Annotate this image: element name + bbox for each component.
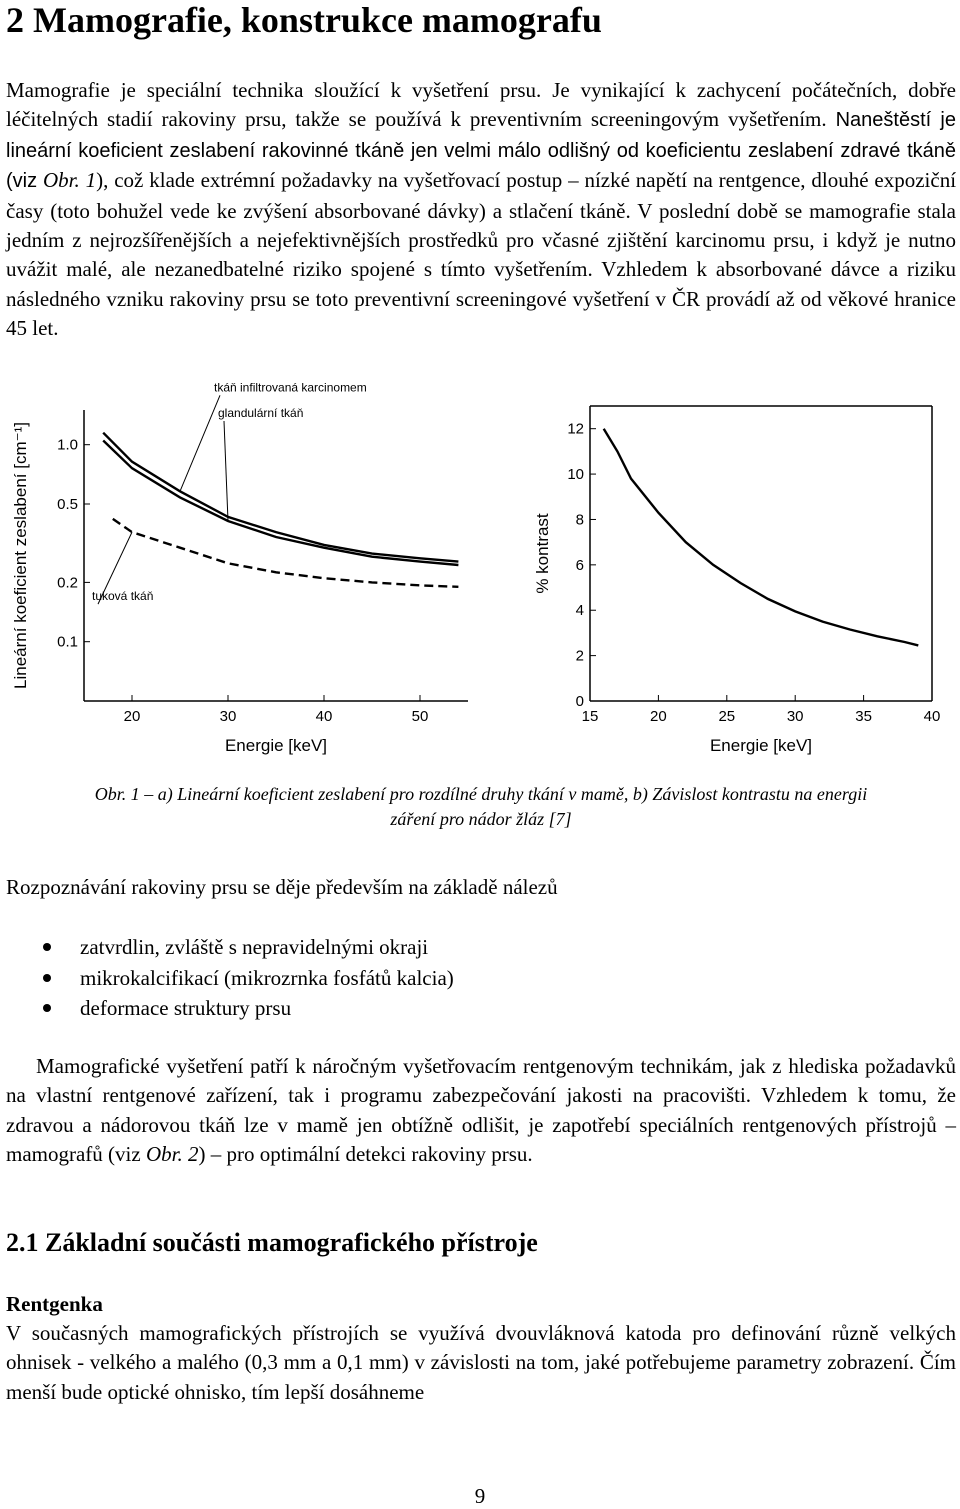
x-tick-label: 20 bbox=[123, 708, 141, 725]
figure-ref[interactable]: Obr. bbox=[42, 168, 80, 193]
bullet-icon bbox=[43, 1004, 51, 1012]
x-tick-label: 30 bbox=[786, 708, 804, 725]
y-tick-label: 6 bbox=[575, 556, 584, 574]
series-line-3 bbox=[113, 519, 459, 587]
figure-ref-2-number[interactable]: 2 bbox=[187, 1142, 199, 1167]
attenuation-chart bbox=[6, 380, 476, 768]
y-axis-label: Lineární koeficient zeslabení [cm⁻¹] bbox=[11, 422, 30, 689]
section-heading: 2.1 Základní součásti mamografického přístroje bbox=[6, 1228, 538, 1257]
y-tick-label: 0 bbox=[575, 693, 584, 710]
y-tick-label: 8 bbox=[575, 511, 584, 529]
x-tick-label: 50 bbox=[411, 708, 429, 725]
y-axis-label: % kontrast bbox=[533, 513, 552, 594]
series-label-3: tuková tkáň bbox=[92, 589, 154, 604]
y-tick-label: 10 bbox=[567, 466, 584, 484]
y-tick-label: 2 bbox=[575, 647, 584, 665]
list-item bbox=[6, 963, 454, 994]
page-number: 9 bbox=[474, 1484, 486, 1508]
figure-ref-2[interactable]: Obr. bbox=[145, 1142, 183, 1167]
intro-sentence-4: V poslední době se mamografie stala jedním z nejrozšířenějších a nejefektivnějších prostředků pro včasné zjištění karcinomu prsu, i když je nutno uvážit malé, ale nezanedbatelné riziko spojené s tímto vyšetřením. Vzhledem k absorbované dávce a riziku následného vzniku rakoviny prsu se toto preventivní screeningové vyšetření v ČR provádí až od věkové hranice 45 let. bbox=[6, 198, 956, 341]
series-line-1 bbox=[103, 433, 458, 562]
y-tick-label: 1.0 bbox=[57, 436, 78, 454]
x-tick-label: 15 bbox=[581, 708, 599, 725]
series-label-2: glandulární tkáň bbox=[218, 405, 304, 420]
intro-sentence-1: Mamografie je speciální technika sloužící k vyšetření prsu. Je vynikající k zachycení počátečních, dobře léčitelných stadií rakoviny prsu, takže se používá k preventivním screeningovým vyšetřením. bbox=[6, 78, 956, 132]
list-item bbox=[6, 993, 454, 1024]
annotation-leader bbox=[180, 395, 220, 491]
x-axis-label: Energie [keV] bbox=[709, 736, 813, 755]
caption-line-2: záření pro nádor žláz [7] bbox=[390, 809, 572, 829]
x-tick-label: 40 bbox=[923, 708, 941, 725]
figure-ref-number[interactable]: 1 bbox=[85, 168, 97, 193]
list-item-text: mikrokalcifikací (mikrozrnka fosfátů kalcia) bbox=[80, 965, 454, 990]
exam-paragraph bbox=[6, 1052, 956, 1170]
intro-paragraph bbox=[6, 76, 956, 344]
subheading-rentgenka: Rentgenka bbox=[6, 1292, 103, 1316]
findings-list bbox=[6, 932, 454, 1024]
y-tick-label: 4 bbox=[575, 602, 584, 620]
y-tick-label: 0.5 bbox=[57, 495, 78, 513]
x-tick-label: 30 bbox=[219, 708, 237, 725]
chapter-heading: 2 Mamografie, konstrukce mamografu bbox=[6, 0, 602, 40]
exam-text-a: Mamografické vyšetření patří k náročným vyšetřovacím rentgenovým technikám, jak z hlediska požadavků na vlastní rentgenové zařízení, tak i programu zabezpečování jakosti na pracovišti. Vzhledem k tomu, že zdravou a nádorovou tkáň lze v mamě jen obtížně odlišit, je zapotřebí speciálních rentgenových přístrojů – mamografů (viz bbox=[6, 1054, 956, 1167]
figure-caption bbox=[6, 782, 956, 832]
exam-text-b: ) – pro optimální detekci rakoviny prsu. bbox=[198, 1142, 533, 1167]
contrast-chart bbox=[516, 396, 956, 768]
list-item bbox=[6, 932, 454, 963]
x-tick-label: 40 bbox=[315, 708, 333, 725]
bullet-icon bbox=[43, 974, 51, 982]
intro-sentence-3: ), což klade extrémní požadavky na vyšetřovací postup – nízké napětí na rentgence, dlouhé expoziční časy (toto bohužel vede ke zvýšení absorbované dávky) a stlačení tkáně. bbox=[6, 168, 957, 223]
bullet-icon bbox=[43, 943, 51, 951]
series-line-2 bbox=[103, 441, 458, 566]
y-tick-label: 0.2 bbox=[57, 574, 78, 592]
caption-line-1: Obr. 1 – a) Lineární koeficient zeslabení pro rozdílné druhy tkání v mamě, b) Závislost kontrastu na energii bbox=[94, 784, 868, 804]
annotation-leader bbox=[224, 421, 228, 521]
series-line-1 bbox=[604, 429, 919, 646]
intro-sentence-2: Naneštěstí je lineární koeficient zeslabení rakovinné tkáně jen velmi málo odlišný od koeficientu zeslabení zdravé tkáně (viz bbox=[6, 109, 956, 193]
series-label-1: tkáň infiltrovaná karcinomem bbox=[214, 380, 367, 395]
tube-paragraph: V současných mamografických přístrojích se využívá dvouvláknová katoda pro definování různě velkých ohnisek - velkého a malého (0,3 mm a 0,1 mm) v závislosti na tom, jaké potřebujeme parametry zobrazení. Čím menší bude optické ohnisko, tím lepší dosáhneme bbox=[6, 1321, 956, 1404]
x-tick-label: 25 bbox=[718, 708, 736, 725]
x-axis-label: Energie [keV] bbox=[224, 736, 328, 755]
list-item-text: deformace struktury prsu bbox=[80, 996, 292, 1020]
list-item-text: zatvrdlin, zvláště s nepravidelnými okraji bbox=[80, 935, 429, 959]
y-tick-label: 0.1 bbox=[57, 633, 78, 651]
diagnosis-intro: Rozpoznávání rakoviny prsu se děje především na základě nálezů bbox=[6, 875, 558, 899]
y-tick-label: 12 bbox=[567, 420, 584, 438]
x-tick-label: 20 bbox=[650, 708, 667, 725]
x-tick-label: 35 bbox=[855, 708, 872, 725]
